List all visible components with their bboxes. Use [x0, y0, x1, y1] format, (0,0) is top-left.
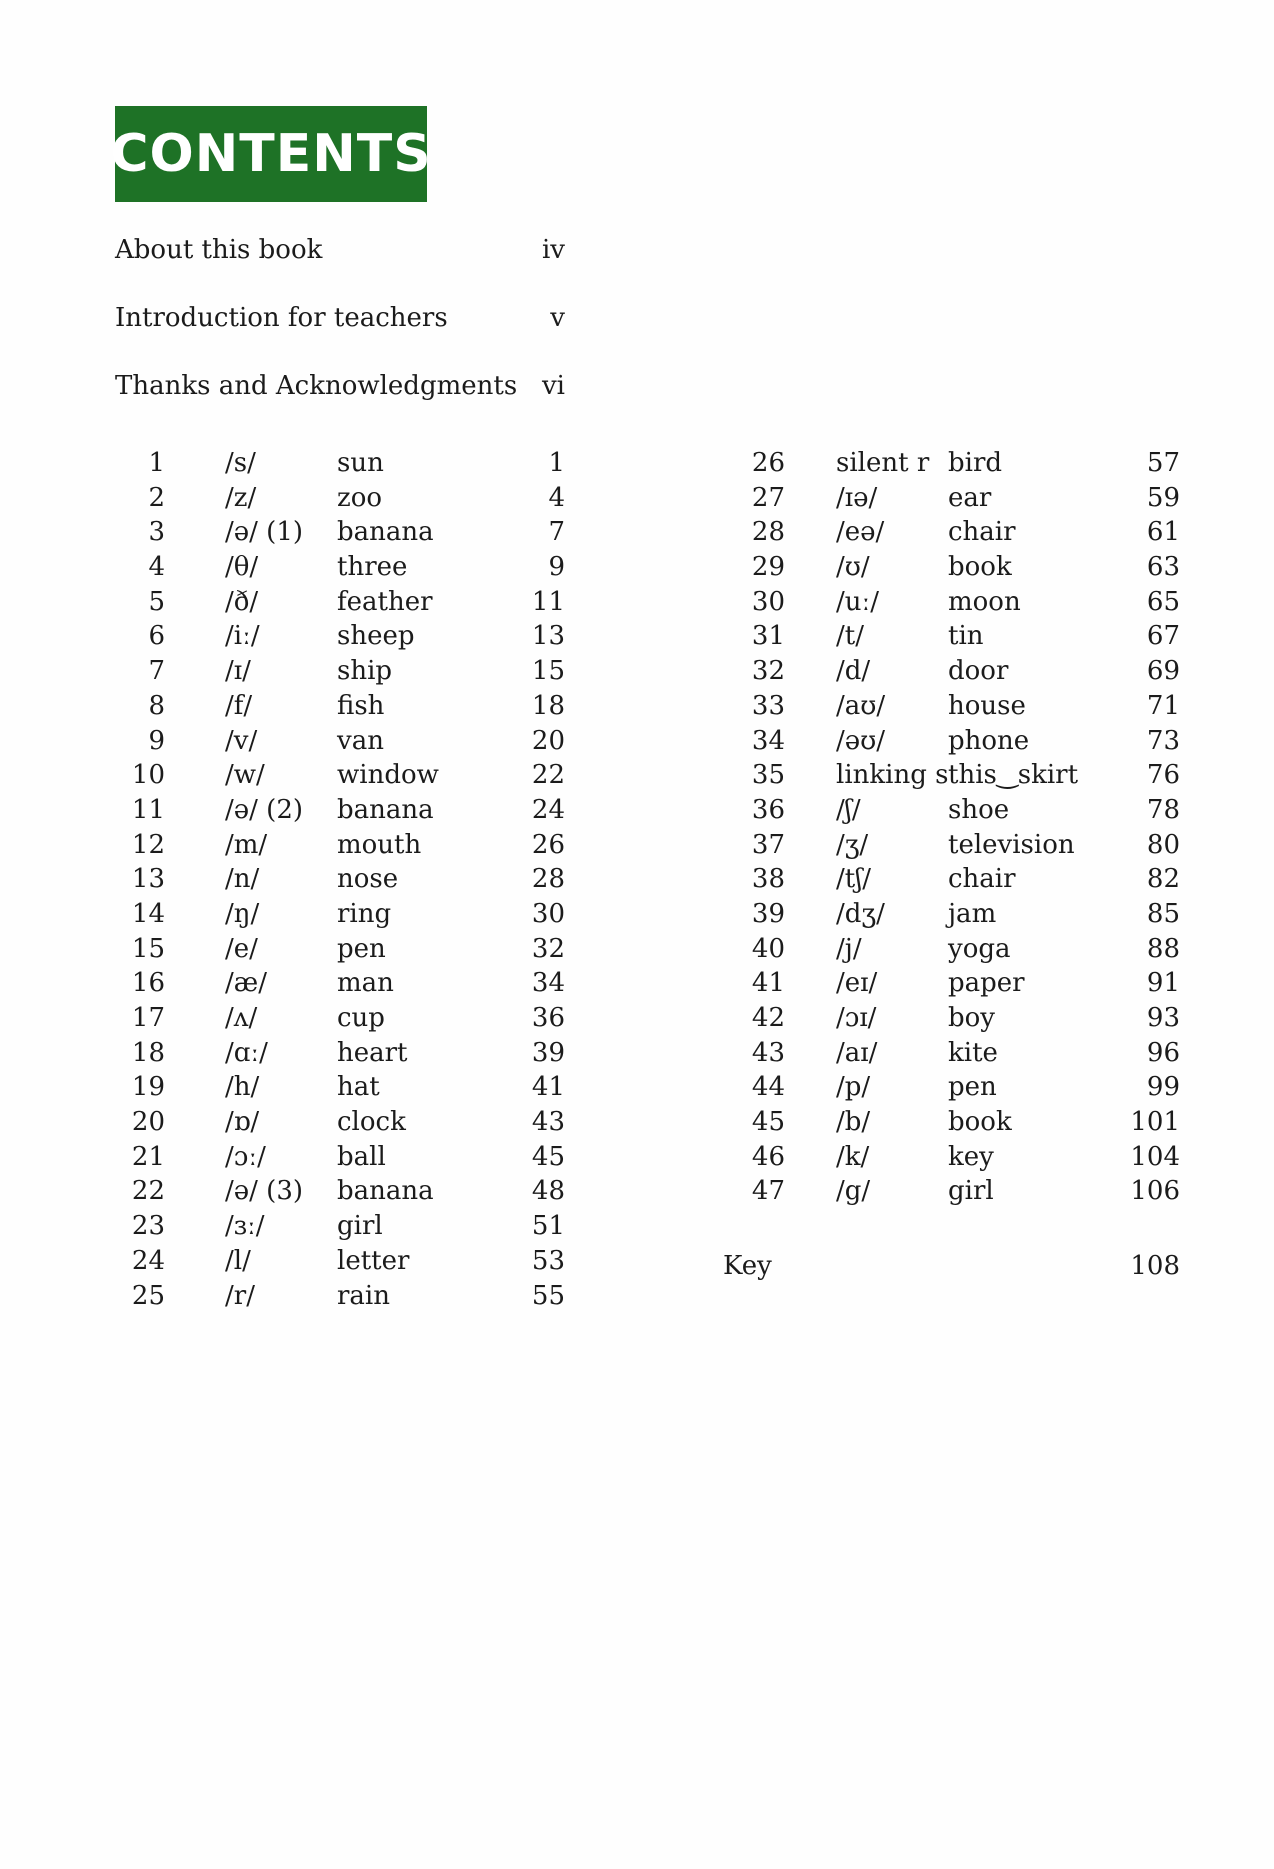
front-matter-item [115, 300, 575, 368]
front-matter-title: Introduction for teachers [115, 303, 448, 333]
unit-page: 4 [548, 482, 565, 513]
unit-number: 41 [751, 968, 785, 999]
unit-word: house [948, 690, 1026, 721]
unit-number: 23 [131, 1211, 165, 1242]
unit-page: 59 [1146, 482, 1180, 513]
unit-row [720, 481, 1180, 516]
unit-word: book [948, 1107, 1012, 1138]
unit-symbol: /p/ [836, 1072, 871, 1103]
unit-page: 32 [531, 933, 565, 964]
unit-word: sheep [337, 621, 415, 652]
unit-page: 65 [1146, 586, 1180, 617]
front-matter-title: Thanks and Acknowledgments [115, 371, 518, 401]
unit-symbol: /e/ [225, 933, 258, 964]
unit-row [115, 724, 565, 759]
unit-symbol: /ə/ (2) [225, 794, 303, 825]
unit-number: 1 [148, 448, 165, 478]
unit-symbol: /æ/ [225, 968, 267, 999]
unit-word: pen [948, 1072, 997, 1103]
unit-page: 28 [531, 864, 565, 895]
unit-symbol: /l/ [225, 1245, 251, 1276]
key-label: Key [723, 1251, 772, 1281]
unit-symbol: /tʃ/ [836, 864, 872, 895]
unit-word: clock [337, 1107, 406, 1138]
unit-word: moon [948, 586, 1021, 617]
unit-word: van [337, 725, 384, 756]
unit-page: 93 [1146, 1003, 1180, 1033]
unit-symbol: /t/ [836, 621, 864, 652]
unit-symbol: /ɑː/ [225, 1037, 268, 1068]
unit-row [720, 793, 1180, 828]
unit-number: 5 [148, 586, 165, 617]
unit-page: 34 [531, 968, 565, 999]
unit-page: 61 [1146, 517, 1180, 548]
unit-row [720, 1174, 1180, 1209]
unit-word: window [337, 760, 439, 791]
unit-word: pen [337, 933, 386, 964]
front-matter-list [115, 232, 575, 436]
unit-symbol: /əʊ/ [836, 725, 886, 756]
contents-banner [110, 106, 432, 202]
unit-word: ship [337, 656, 393, 687]
unit-symbol: /ɜː/ [225, 1211, 265, 1242]
unit-symbol: linking s [836, 760, 949, 791]
unit-row [115, 1001, 565, 1036]
unit-row [720, 932, 1180, 967]
unit-word: man [337, 968, 394, 999]
unit-word: kite [948, 1037, 998, 1068]
unit-row [115, 932, 565, 967]
unit-page: 11 [531, 586, 565, 617]
unit-page: 104 [1130, 1141, 1180, 1172]
unit-symbol: /r/ [225, 1280, 255, 1311]
unit-symbol: silent r [836, 448, 930, 478]
unit-row [115, 966, 565, 1001]
unit-page: 73 [1146, 725, 1180, 756]
unit-number: 27 [751, 482, 785, 513]
unit-word: ball [337, 1141, 386, 1172]
unit-row [720, 966, 1180, 1001]
unit-word: bird [948, 448, 1003, 478]
front-matter-page: iv [541, 235, 565, 265]
unit-page: 91 [1146, 968, 1180, 999]
unit-page: 20 [531, 725, 565, 756]
unit-number: 25 [131, 1280, 165, 1311]
unit-page: 106 [1130, 1176, 1180, 1207]
unit-symbol: /f/ [225, 690, 253, 721]
unit-symbol: /ð/ [225, 586, 259, 617]
unit-symbol: /ŋ/ [225, 898, 260, 929]
unit-number: 11 [131, 794, 165, 825]
unit-symbol: /ʌ/ [225, 1003, 258, 1033]
unit-number: 26 [751, 448, 785, 478]
unit-page: 48 [531, 1176, 565, 1207]
unit-row [720, 550, 1180, 585]
unit-symbol: /m/ [225, 829, 268, 860]
unit-row [115, 1070, 565, 1105]
unit-symbol: /eə/ [836, 517, 885, 548]
unit-word: letter [337, 1245, 410, 1276]
unit-page: 41 [531, 1072, 565, 1103]
unit-row [115, 619, 565, 654]
unit-row [115, 585, 565, 620]
unit-number: 31 [751, 621, 785, 652]
unit-word: chair [948, 864, 1016, 895]
unit-symbol: /g/ [836, 1176, 871, 1207]
unit-page: 71 [1146, 690, 1180, 721]
front-matter-page: vi [541, 371, 565, 401]
unit-row [720, 1070, 1180, 1105]
unit-row [115, 689, 565, 724]
unit-page: 43 [531, 1107, 565, 1138]
unit-symbol: /aʊ/ [836, 690, 886, 721]
unit-word: hat [337, 1072, 380, 1103]
unit-number: 38 [751, 864, 785, 895]
unit-page: 53 [531, 1245, 565, 1276]
unit-row [720, 1036, 1180, 1071]
unit-number: 2 [148, 482, 165, 513]
unit-word: television [948, 829, 1075, 860]
unit-word: yoga [948, 933, 1011, 964]
unit-number: 21 [131, 1141, 165, 1172]
unit-page: 82 [1146, 864, 1180, 895]
unit-number: 35 [751, 760, 785, 791]
unit-row [115, 1174, 565, 1209]
unit-number: 36 [751, 794, 785, 825]
unit-number: 4 [148, 552, 165, 583]
unit-row [115, 446, 565, 481]
front-matter-title: About this book [115, 235, 323, 265]
unit-word: sun [337, 448, 384, 478]
unit-symbol: /ʒ/ [836, 829, 869, 860]
unit-row [115, 793, 565, 828]
unit-page: 7 [548, 517, 565, 548]
unit-number: 22 [131, 1176, 165, 1207]
unit-row [720, 897, 1180, 932]
unit-row [115, 897, 565, 932]
unit-word: rain [337, 1280, 390, 1311]
unit-word: chair [948, 517, 1016, 548]
unit-number: 13 [131, 864, 165, 895]
unit-number: 12 [131, 829, 165, 860]
unit-page: 85 [1146, 898, 1180, 929]
unit-page: 36 [531, 1003, 565, 1033]
unit-number: 42 [751, 1003, 785, 1033]
unit-page: 99 [1146, 1072, 1180, 1103]
unit-page: 63 [1146, 552, 1180, 583]
unit-word: paper [948, 968, 1025, 999]
key-page: 108 [1130, 1251, 1180, 1281]
unit-symbol: /ʊ/ [836, 552, 870, 583]
unit-number: 15 [131, 933, 165, 964]
unit-row [115, 1209, 565, 1244]
unit-number: 10 [131, 760, 165, 791]
unit-symbol: /ɔɪ/ [836, 1003, 877, 1033]
unit-row [115, 515, 565, 550]
unit-row [115, 654, 565, 689]
key-entry [723, 1248, 1180, 1284]
front-matter-item [115, 232, 575, 300]
unit-row [720, 724, 1180, 759]
unit-page: 101 [1130, 1107, 1180, 1138]
unit-number: 40 [751, 933, 785, 964]
unit-row [720, 1001, 1180, 1036]
unit-word: shoe [948, 794, 1010, 825]
unit-page: 22 [531, 760, 565, 791]
unit-page: 55 [531, 1280, 565, 1311]
unit-symbol: /eɪ/ [836, 968, 878, 999]
unit-symbol: /v/ [225, 725, 258, 756]
unit-symbol: /ə/ (1) [225, 517, 303, 548]
unit-word: jam [948, 898, 997, 929]
unit-symbol: /ɒ/ [225, 1107, 260, 1138]
unit-symbol: /ɔː/ [225, 1141, 266, 1172]
unit-number: 46 [751, 1141, 785, 1172]
unit-page: 57 [1146, 448, 1180, 478]
unit-row [115, 1244, 565, 1279]
unit-word: nose [337, 864, 399, 895]
unit-symbol: /dʒ/ [836, 898, 885, 929]
unit-word: girl [948, 1176, 994, 1207]
unit-row [115, 1279, 565, 1314]
units-column-left [115, 446, 565, 1313]
unit-symbol: /ɪə/ [836, 482, 878, 513]
unit-row [720, 1140, 1180, 1175]
unit-word: zoo [337, 482, 383, 513]
front-matter-item [115, 368, 575, 436]
unit-number: 9 [148, 725, 165, 756]
unit-word: ring [337, 898, 392, 929]
unit-page: 69 [1146, 656, 1180, 687]
unit-number: 33 [751, 690, 785, 721]
unit-symbol: /d/ [836, 656, 871, 687]
unit-row [720, 585, 1180, 620]
page-title: CONTENTS [110, 124, 432, 184]
unit-symbol: /h/ [225, 1072, 260, 1103]
unit-symbol: /s/ [225, 448, 256, 478]
unit-number: 34 [751, 725, 785, 756]
unit-number: 37 [751, 829, 785, 860]
unit-word: fish [337, 690, 385, 721]
unit-number: 18 [131, 1037, 165, 1068]
unit-page: 67 [1146, 621, 1180, 652]
unit-page: 45 [531, 1141, 565, 1172]
unit-symbol: /j/ [836, 933, 862, 964]
unit-symbol: /ɪ/ [225, 656, 251, 687]
units-column-right [720, 446, 1180, 1209]
unit-row [115, 1105, 565, 1140]
unit-symbol: /ə/ (3) [225, 1176, 303, 1207]
unit-row [720, 758, 1180, 793]
unit-word: heart [337, 1037, 408, 1068]
unit-word: feather [337, 586, 433, 617]
unit-symbol: /n/ [225, 864, 260, 895]
unit-number: 20 [131, 1107, 165, 1138]
front-matter-page: v [550, 303, 565, 333]
unit-symbol: /w/ [225, 760, 265, 791]
unit-word: book [948, 552, 1012, 583]
unit-number: 19 [131, 1072, 165, 1103]
unit-number: 39 [751, 898, 785, 929]
unit-row [720, 689, 1180, 724]
unit-symbol: /uː/ [836, 586, 880, 617]
unit-row [720, 515, 1180, 550]
unit-symbol: /iː/ [225, 621, 260, 652]
unit-number: 32 [751, 656, 785, 687]
unit-number: 29 [751, 552, 785, 583]
unit-number: 44 [751, 1072, 785, 1103]
unit-page: 51 [531, 1211, 565, 1242]
unit-page: 88 [1146, 933, 1180, 964]
unit-symbol: /z/ [225, 482, 257, 513]
unit-row [115, 828, 565, 863]
unit-word: this‿skirt [948, 760, 1079, 791]
unit-symbol: /ʃ/ [836, 794, 861, 825]
unit-symbol: /aɪ/ [836, 1037, 878, 1068]
unit-page: 9 [548, 552, 565, 583]
unit-row [720, 654, 1180, 689]
unit-page: 80 [1146, 829, 1180, 860]
unit-number: 28 [751, 517, 785, 548]
unit-word: three [337, 552, 408, 583]
unit-page: 26 [531, 829, 565, 860]
unit-number: 7 [148, 656, 165, 687]
unit-page: 15 [531, 656, 565, 687]
unit-number: 45 [751, 1107, 785, 1138]
unit-page: 18 [531, 690, 565, 721]
unit-word: key [948, 1141, 994, 1172]
unit-word: banana [337, 1176, 434, 1207]
unit-word: banana [337, 517, 434, 548]
unit-row [115, 1140, 565, 1175]
unit-number: 24 [131, 1245, 165, 1276]
unit-word: phone [948, 725, 1030, 756]
unit-row [720, 862, 1180, 897]
unit-page: 1 [548, 448, 565, 478]
unit-number: 8 [148, 690, 165, 721]
unit-page: 76 [1146, 760, 1180, 791]
unit-page: 24 [531, 794, 565, 825]
unit-number: 3 [148, 517, 165, 548]
unit-row [720, 619, 1180, 654]
unit-row [720, 828, 1180, 863]
unit-word: banana [337, 794, 434, 825]
unit-word: mouth [337, 829, 422, 860]
unit-row [115, 481, 565, 516]
unit-word: cup [337, 1003, 385, 1033]
unit-word: girl [337, 1211, 383, 1242]
unit-symbol: /k/ [836, 1141, 870, 1172]
unit-page: 96 [1146, 1037, 1180, 1068]
unit-number: 6 [148, 621, 165, 652]
unit-word: door [948, 656, 1009, 687]
unit-number: 47 [751, 1176, 785, 1207]
unit-number: 14 [131, 898, 165, 929]
unit-symbol: /b/ [836, 1107, 871, 1138]
unit-page: 78 [1146, 794, 1180, 825]
unit-row [115, 550, 565, 585]
unit-word: boy [948, 1003, 995, 1033]
unit-number: 16 [131, 968, 165, 999]
unit-number: 43 [751, 1037, 785, 1068]
unit-word: tin [948, 621, 984, 652]
unit-row [720, 446, 1180, 481]
unit-page: 39 [531, 1037, 565, 1068]
unit-row [115, 1036, 565, 1071]
unit-symbol: /θ/ [225, 552, 259, 583]
unit-word: ear [948, 482, 992, 513]
unit-row [115, 758, 565, 793]
unit-page: 30 [531, 898, 565, 929]
unit-row [720, 1105, 1180, 1140]
unit-page: 13 [531, 621, 565, 652]
unit-number: 30 [751, 586, 785, 617]
unit-number: 17 [131, 1003, 165, 1033]
unit-row [115, 862, 565, 897]
